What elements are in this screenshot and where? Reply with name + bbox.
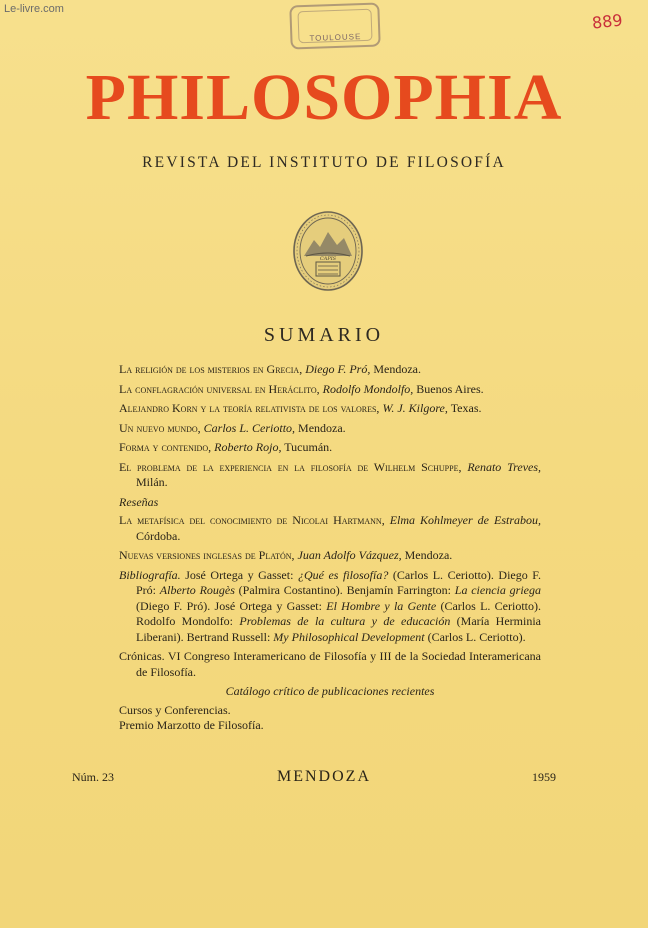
bibliografia-label: Bibliografía.	[119, 567, 181, 582]
book-title: ¿Qué es filosofía?	[297, 567, 389, 582]
book-title: My Philosophical Development	[273, 629, 425, 644]
bibliografia-segment: José Ortega y Gasset:	[185, 567, 298, 582]
entry-place: Mendoza.	[298, 420, 346, 435]
entry-title: Nuevas versiones inglesas de Platón,	[119, 548, 295, 562]
book-title: La ciencia griega	[454, 583, 541, 597]
table-of-contents	[119, 362, 541, 734]
watermark: Le-livre.com	[4, 3, 64, 15]
sumario-heading: SUMARIO	[263, 324, 385, 346]
entry-title: Un nuevo mundo,	[119, 420, 201, 435]
entry-author: Rodolfo Mondolfo,	[322, 381, 414, 396]
bibliografia-segment: (Diego F. Pró). José Ortega y Gasset:	[136, 598, 327, 613]
entry-place: Texas.	[450, 401, 482, 415]
premio-line: Premio Marzotto de Filosofía.	[119, 718, 264, 732]
book-title: Problemas de la cultura y de educación	[239, 614, 451, 628]
bibliografia-segment: (María Herminia Liberani). Bertrand Russell:	[136, 614, 541, 644]
publication-city: MENDOZA	[277, 768, 371, 785]
seal-text: CAPIS	[319, 256, 337, 262]
institute-seal-icon	[292, 210, 364, 292]
toc-entry	[119, 382, 541, 398]
entry-title: El problema de la experiencia en la filosofía de Wilhelm Schuppe,	[119, 459, 462, 474]
entry-author: Juan Adolfo Vázquez,	[297, 548, 402, 562]
toc-entry	[119, 460, 541, 491]
resenas-heading: Reseñas	[119, 494, 159, 509]
entry-place: Mendoza.	[404, 548, 453, 562]
cursos-line: Cursos y Conferencias.	[119, 702, 231, 717]
issue-number: Núm. 23	[72, 770, 114, 784]
library-stamp	[289, 2, 380, 49]
entry-author: Carlos L. Ceriotto,	[203, 420, 296, 435]
entry-title: Alejandro Korn y la teoría relativista de los valores,	[119, 401, 380, 415]
toc-entry	[119, 513, 541, 544]
bibliografia-entry	[119, 568, 541, 646]
cronicas-entry: Crónicas. VI Congreso Interamericano de Filosofía y III de la Sociedad Interamericana de Filosofía.	[119, 649, 541, 679]
entry-place: Mendoza.	[373, 362, 421, 376]
entry-author: Renato Treves,	[467, 459, 542, 474]
toc-entry	[119, 548, 541, 564]
entry-author: Roberto Rojo,	[214, 440, 282, 454]
bibliografia-segment: (Carlos L. Ceriotto).	[424, 629, 526, 644]
handwritten-number: 889	[591, 10, 624, 33]
library-stamp-text: TOULOUSE	[309, 32, 362, 43]
entry-place: Milán.	[136, 475, 168, 489]
toc-entry	[119, 440, 541, 456]
journal-title: PHILOSOPHIA	[85, 61, 563, 134]
entry-place: Córdoba.	[136, 528, 181, 543]
entry-place: Tucumán.	[284, 440, 333, 454]
entry-author: Elma Kohlmeyer de Estrabou,	[389, 513, 542, 527]
bibliografia-segment: (Palmira Costantino). Benjamín Farrington:	[234, 583, 455, 597]
book-title: El Hombre y la Gente	[326, 598, 437, 613]
bibliografia-segment: (Carlos L. Ceriotto). Diego F. Pró:	[136, 567, 541, 597]
toc-entry	[119, 362, 541, 378]
review-list	[119, 513, 541, 564]
toc-entry	[119, 421, 541, 437]
entry-author: W. J. Kilgore,	[382, 401, 448, 415]
entry-author: Diego F. Pró,	[305, 362, 371, 376]
entry-title: La conflagración universal en Heráclito,	[119, 381, 320, 396]
entry-title: Forma y contenido,	[119, 440, 212, 454]
article-list	[119, 362, 541, 491]
bibliografia-segment: (Carlos L. Ceriotto). Rodolfo Mondolfo:	[136, 598, 542, 628]
footer	[0, 768, 648, 790]
entry-place: Buenos Aires.	[416, 381, 484, 396]
toc-entry	[119, 401, 541, 417]
publication-year: 1959	[532, 770, 556, 784]
journal-subtitle: REVISTA DEL INSTITUTO DE FILOSOFÍA	[142, 154, 506, 171]
bibliografia-text	[136, 568, 541, 644]
entry-title: La metafísica del conocimiento de Nicolai Hartmann,	[119, 513, 385, 527]
catalogo-line: Catálogo crítico de publicaciones recientes	[225, 684, 435, 698]
book-title: Alberto Rougès	[159, 583, 235, 597]
entry-title: La religión de los misterios en Grecia,	[119, 362, 303, 376]
